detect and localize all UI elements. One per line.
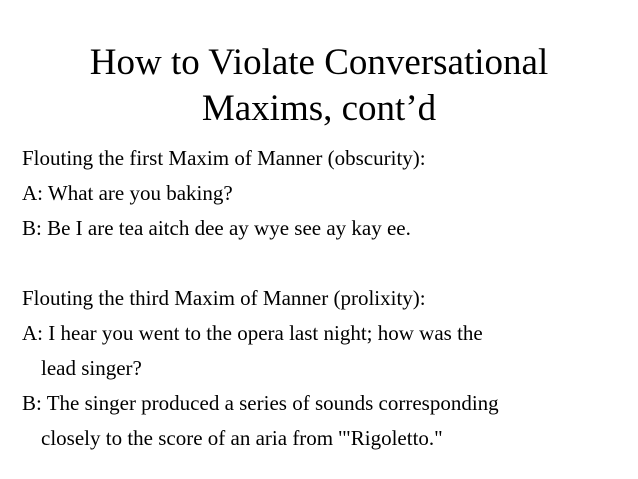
slide-title	[0, 40, 638, 132]
title-line-2: Maxims, cont’d	[201, 88, 437, 129]
example-2-line-b-1: B: The singer produced a series of sounds corresponding	[22, 391, 499, 415]
example-2-line-a-2: lead singer?	[41, 356, 142, 380]
example-2-line-b-2: closely to the score of an aria from '"Rigoletto."	[41, 426, 443, 450]
example-1-heading: Flouting the first Maxim of Manner (obscurity):	[22, 146, 426, 170]
example-1-line-a: A: What are you baking?	[22, 181, 233, 205]
example-2-heading: Flouting the third Maxim of Manner (prolixity):	[22, 286, 426, 310]
example-1-line-b: B: Be I are tea aitch dee ay wye see ay kay ee.	[22, 216, 411, 240]
spacer	[22, 246, 622, 281]
slide-body	[22, 141, 622, 456]
example-2-line-a-1: A: I hear you went to the opera last night; how was the	[22, 321, 483, 345]
title-line-1: How to Violate Conversational	[89, 42, 549, 83]
